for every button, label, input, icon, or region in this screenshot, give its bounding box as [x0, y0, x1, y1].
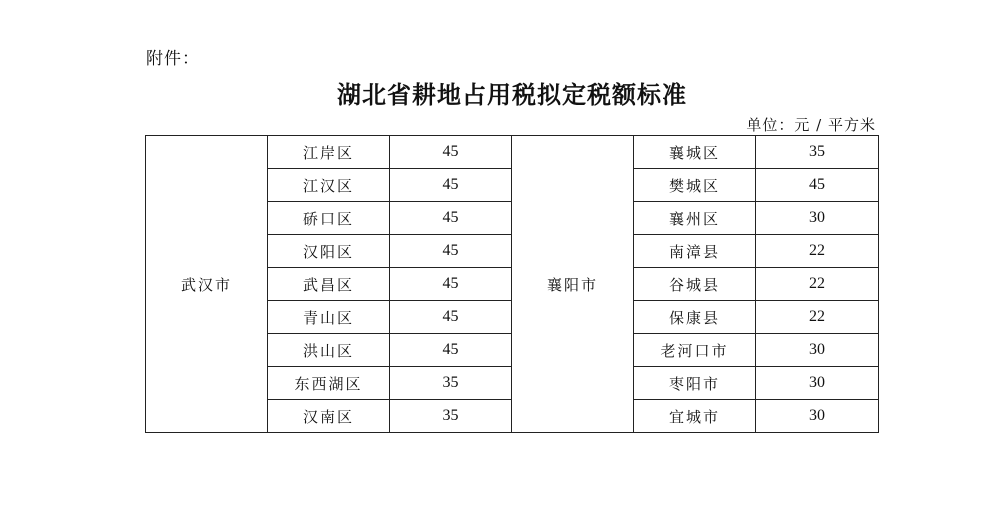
rate-cell: 45	[390, 334, 512, 367]
district-cell: 青山区	[268, 301, 390, 334]
district-cell: 汉南区	[268, 400, 390, 433]
district-cell: 枣阳市	[634, 367, 756, 400]
city-cell-xiangyang: 襄阳市	[512, 136, 634, 433]
rate-cell: 30	[756, 367, 879, 400]
district-cell: 宜城市	[634, 400, 756, 433]
tax-rate-table	[145, 135, 879, 433]
district-cell: 江岸区	[268, 136, 390, 169]
rate-cell: 30	[756, 202, 879, 235]
rate-cell: 45	[390, 169, 512, 202]
table-row	[146, 136, 879, 169]
district-cell: 保康县	[634, 301, 756, 334]
rate-cell: 35	[390, 400, 512, 433]
rate-cell: 35	[756, 136, 879, 169]
rate-cell: 22	[756, 268, 879, 301]
rate-cell: 30	[756, 334, 879, 367]
district-cell: 襄城区	[634, 136, 756, 169]
district-cell: 硚口区	[268, 202, 390, 235]
rate-cell: 30	[756, 400, 879, 433]
rate-cell: 45	[390, 202, 512, 235]
rate-cell: 22	[756, 301, 879, 334]
rate-cell: 45	[390, 301, 512, 334]
unit-label: 单位：元 / 平方米	[746, 116, 876, 134]
district-cell: 南漳县	[634, 235, 756, 268]
document-title: 湖北省耕地占用税拟定税额标准	[337, 80, 687, 109]
district-cell: 襄州区	[634, 202, 756, 235]
district-cell: 樊城区	[634, 169, 756, 202]
district-cell: 汉阳区	[268, 235, 390, 268]
rate-cell: 45	[390, 136, 512, 169]
city-cell-wuhan: 武汉市	[146, 136, 268, 433]
district-cell: 洪山区	[268, 334, 390, 367]
rate-cell: 22	[756, 235, 879, 268]
attachment-label: 附件：	[146, 49, 200, 69]
rate-cell: 45	[390, 268, 512, 301]
district-cell: 谷城县	[634, 268, 756, 301]
rate-cell: 45	[390, 235, 512, 268]
district-cell: 老河口市	[634, 334, 756, 367]
district-cell: 东西湖区	[268, 367, 390, 400]
district-cell: 江汉区	[268, 169, 390, 202]
district-cell: 武昌区	[268, 268, 390, 301]
rate-cell: 35	[390, 367, 512, 400]
rate-cell: 45	[756, 169, 879, 202]
